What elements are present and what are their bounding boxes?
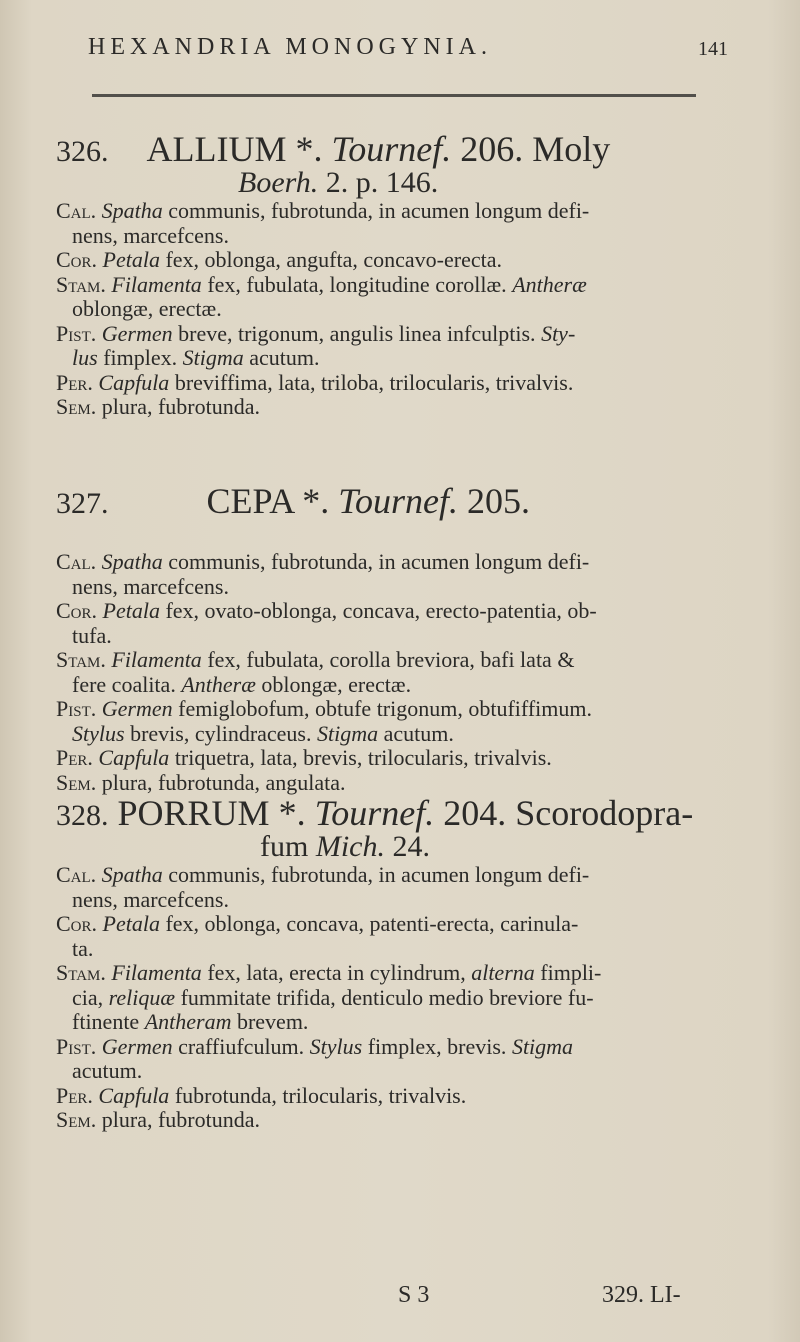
- part-label: Stam.: [56, 271, 106, 297]
- description-text: fere coalita.: [72, 671, 176, 697]
- organ-term: Antheræ: [512, 271, 587, 297]
- text-line: [72, 672, 411, 698]
- organ-term: Sty-: [541, 320, 576, 346]
- description-text: brevis, cylindraceus.: [130, 720, 312, 746]
- organ-term: Petala: [102, 911, 160, 936]
- signature-mark: S 3: [398, 1282, 430, 1308]
- part-label: Per.: [56, 745, 93, 770]
- text-line: [56, 1107, 260, 1133]
- text-line: [56, 370, 573, 396]
- description-text: fex, oblonga, angufta, concavo-erecta.: [165, 247, 503, 272]
- text-line: [56, 247, 502, 273]
- text-line: [56, 696, 592, 722]
- description-text: cia,: [72, 984, 104, 1010]
- text-line: [56, 549, 589, 575]
- part-label: Pist.: [56, 696, 97, 721]
- description-text: communis, fubrotunda, in acumen longum defi-: [168, 198, 590, 223]
- text-line: [72, 223, 229, 249]
- text-line: [72, 345, 320, 371]
- organ-term: Stylus: [72, 720, 125, 746]
- description-text: fubrotunda, trilocularis, trivalvis.: [174, 1082, 467, 1108]
- subline-rest: 24.: [392, 830, 430, 863]
- description-text: acutum.: [383, 720, 454, 746]
- organ-term: lus: [72, 345, 98, 370]
- reference-author: Tournef.: [314, 793, 435, 833]
- text-line: [56, 1034, 573, 1060]
- text-line: [72, 1009, 308, 1035]
- entry-heading-326: [56, 128, 610, 170]
- description-text: fimpli-: [540, 960, 602, 985]
- part-label: Sem.: [56, 1107, 97, 1132]
- text-line: [56, 394, 260, 420]
- description-text: tufa.: [72, 622, 112, 648]
- description-text: oblongæ, erectæ.: [72, 296, 222, 321]
- genus-mark: *.: [278, 793, 306, 833]
- part-label: Pist.: [56, 1033, 97, 1059]
- entry-subline-326: [238, 166, 438, 200]
- organ-term: Antheræ: [181, 671, 256, 697]
- text-line: [72, 1058, 142, 1084]
- description-text: plura, fubrotunda.: [101, 394, 260, 419]
- part-label: Sem.: [56, 394, 97, 419]
- text-line: [72, 574, 229, 600]
- entry-subline-328: [260, 830, 430, 864]
- text-line: [72, 721, 454, 747]
- organ-term: Stylus: [309, 1033, 363, 1059]
- organ-term: Stigma: [182, 345, 244, 370]
- reference-rest: 204. Scorodopra-: [443, 793, 694, 833]
- description-text: craffiufculum.: [178, 1033, 305, 1059]
- description-text: fummitate trifida, denticulo medio breviore fu-: [180, 984, 594, 1010]
- text-line: [72, 623, 112, 649]
- text-line: [56, 745, 552, 771]
- description-text: fex, fubulata, corolla breviora, bafi lata &: [207, 647, 575, 672]
- header-rule: [92, 94, 696, 97]
- text-line: [56, 1083, 466, 1109]
- subline-rest: 2. p. 146.: [325, 166, 439, 199]
- text-line: [72, 936, 93, 962]
- organ-term: Germen: [101, 1033, 173, 1059]
- description-text: fimplex.: [103, 345, 178, 370]
- part-label: Stam.: [56, 647, 106, 672]
- genus-mark: *.: [295, 129, 323, 169]
- subline-author: Boerh.: [238, 166, 319, 199]
- description-text: acutum.: [249, 345, 320, 370]
- entry-number: 327.: [56, 487, 109, 520]
- description-text: communis, fubrotunda, in acumen longum defi-: [168, 549, 590, 574]
- description-text: triquetra, lata, brevis, trilocularis, trivalvis.: [174, 745, 552, 770]
- page-number: 141: [698, 38, 728, 60]
- organ-term: Petala: [102, 598, 160, 623]
- reference-author: Tournef.: [331, 129, 452, 169]
- genus-name: CEPA: [206, 481, 294, 521]
- description-text: breviffima, lata, triloba, trilocularis, trivalvis.: [174, 369, 574, 395]
- organ-term: reliquæ: [108, 984, 176, 1010]
- description-text: plura, fubrotunda, angulata.: [101, 769, 346, 795]
- description-text: ftinente: [72, 1009, 140, 1034]
- text-line: [56, 862, 589, 888]
- part-label: Cor.: [56, 598, 98, 623]
- genus-mark: *.: [302, 481, 330, 521]
- text-line: [56, 647, 574, 673]
- part-label: Pist.: [56, 320, 97, 346]
- organ-term: Capfula: [98, 369, 170, 395]
- organ-term: Filamenta: [111, 647, 202, 672]
- description-text: nens, marcefcens.: [72, 222, 229, 248]
- subline-author: Mich.: [315, 830, 385, 863]
- organ-term: Spatha: [101, 549, 163, 574]
- reference-author: Tournef.: [338, 481, 458, 521]
- description-text: plura, fubrotunda.: [101, 1107, 260, 1132]
- organ-term: Filamenta: [111, 271, 202, 297]
- description-text: fex, oblonga, concava, patenti-erecta, carinula-: [165, 911, 579, 936]
- reference-rest: 205.: [466, 481, 530, 521]
- catchword: 329. LI-: [602, 1282, 681, 1308]
- organ-term: Filamenta: [111, 960, 202, 985]
- part-label: Per.: [56, 369, 93, 395]
- organ-term: Spatha: [101, 198, 163, 223]
- running-title: HEXANDRIA MONOGYNIA.: [88, 34, 492, 60]
- text-line: [56, 321, 575, 347]
- text-line: [56, 272, 587, 298]
- text-line: [56, 911, 578, 937]
- text-line: [56, 598, 597, 624]
- text-line: [56, 198, 589, 224]
- entry-heading-328: [56, 792, 693, 834]
- part-label: Sem.: [56, 769, 97, 795]
- description-text: fex, fubulata, longitudine corollæ.: [207, 271, 507, 297]
- description-text: brevem.: [236, 1009, 309, 1034]
- description-text: fimplex, brevis.: [367, 1033, 507, 1059]
- organ-term: Spatha: [101, 862, 163, 887]
- organ-term: Capfula: [98, 745, 170, 770]
- organ-term: Stigma: [317, 720, 379, 746]
- organ-term: alterna: [471, 960, 535, 985]
- organ-term: Capfula: [98, 1082, 170, 1108]
- reference-rest: 206. Moly: [460, 129, 611, 169]
- part-label: Cal.: [56, 549, 97, 574]
- text-line: [72, 296, 222, 322]
- description-text: femiglobofum, obtufe trigonum, obtufiffimum.: [178, 696, 592, 721]
- text-line: [72, 985, 594, 1011]
- description-text: communis, fubrotunda, in acumen longum defi-: [168, 862, 590, 887]
- organ-term: Petala: [102, 247, 160, 272]
- part-label: Per.: [56, 1082, 93, 1108]
- entry-number: 328.: [56, 799, 109, 832]
- description-text: fex, lata, erecta in cylindrum,: [207, 960, 466, 985]
- organ-term: Stigma: [511, 1033, 574, 1059]
- part-label: Cor.: [56, 247, 98, 272]
- genus-name: PORRUM: [117, 793, 270, 833]
- description-text: ta.: [72, 935, 94, 961]
- description-text: breve, trigonum, angulis linea infculptis.: [178, 320, 536, 346]
- description-text: fex, ovato-oblonga, concava, erecto-patentia, ob-: [165, 598, 597, 623]
- entry-number: 326.: [56, 135, 109, 168]
- organ-term: Germen: [101, 320, 173, 346]
- description-text: nens, marcefcens.: [72, 573, 229, 599]
- part-label: Cor.: [56, 911, 98, 936]
- subline-pre: fum: [260, 830, 309, 863]
- part-label: Stam.: [56, 960, 106, 985]
- description-text: acutum.: [72, 1058, 143, 1083]
- organ-term: Antheram: [144, 1009, 232, 1034]
- description-text: nens, marcefcens.: [72, 886, 229, 912]
- text-line: [56, 960, 601, 986]
- description-text: oblongæ, erectæ.: [261, 671, 412, 697]
- genus-name: ALLIUM: [146, 129, 287, 169]
- organ-term: Germen: [101, 696, 173, 721]
- entry-heading-327: [56, 480, 530, 522]
- text-line: [72, 887, 229, 913]
- part-label: Cal.: [56, 198, 97, 223]
- part-label: Cal.: [56, 862, 97, 887]
